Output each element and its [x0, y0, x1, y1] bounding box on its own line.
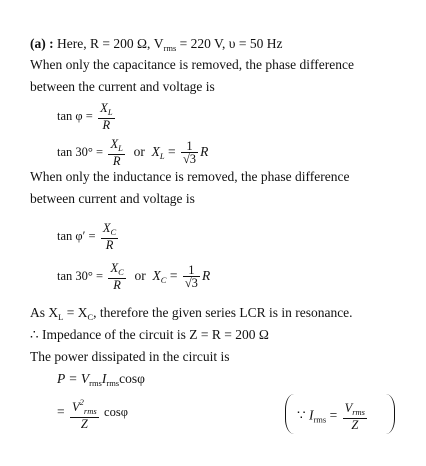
power-line: The power dissipated in the circuit is	[30, 349, 230, 364]
part-label: (a) :	[30, 36, 54, 51]
equation-tan-phi: tan φ = $\frac{X_L}{R}$	[57, 101, 113, 133]
power-equation-2: = $\frac{V^2_{rms}}{Z}$ cosφ	[57, 397, 128, 431]
equation-tan30-xc: tan 30° = $\frac{X_C}{R}$ or $X_C$ = $\frac{1}{√3}$ R	[57, 261, 211, 293]
resonance-line: As $X_L = X_C$, therefore the given series LCR is in resonance.	[30, 305, 353, 322]
power-equation: $P = V_{rms}I_{rms}\cos\varphi$	[57, 371, 145, 388]
given-line: (a) : Here, R = 200 Ω, $V_{rms} = 220$ V, υ = 50 Hz	[30, 36, 283, 53]
equation-tan30-xl: tan 30° = $\frac{X_L}{R}$ or $X_L$ = $\frac{1}{√3}$ R	[57, 137, 209, 169]
para2-line1: When only the inductance is removed, the phase difference	[30, 169, 350, 184]
impedance-line: ∴ Impedance of the circuit is Z = R = 200 Ω	[30, 327, 269, 342]
since-note: ∵ $I_{rms}$ = $\frac{V_{rms}}{Z}$	[285, 394, 395, 436]
para2-line2: between current and voltage is	[30, 191, 195, 206]
given-text: Here, R = 200 Ω, V	[57, 36, 164, 51]
para1-line2: between the current and voltage is	[30, 79, 215, 94]
para1-line1: When only the capacitance is removed, the phase difference	[30, 57, 354, 72]
equation-tan-phi-prime: tan φ′ = $\frac{X_C}{R}$	[57, 221, 117, 253]
